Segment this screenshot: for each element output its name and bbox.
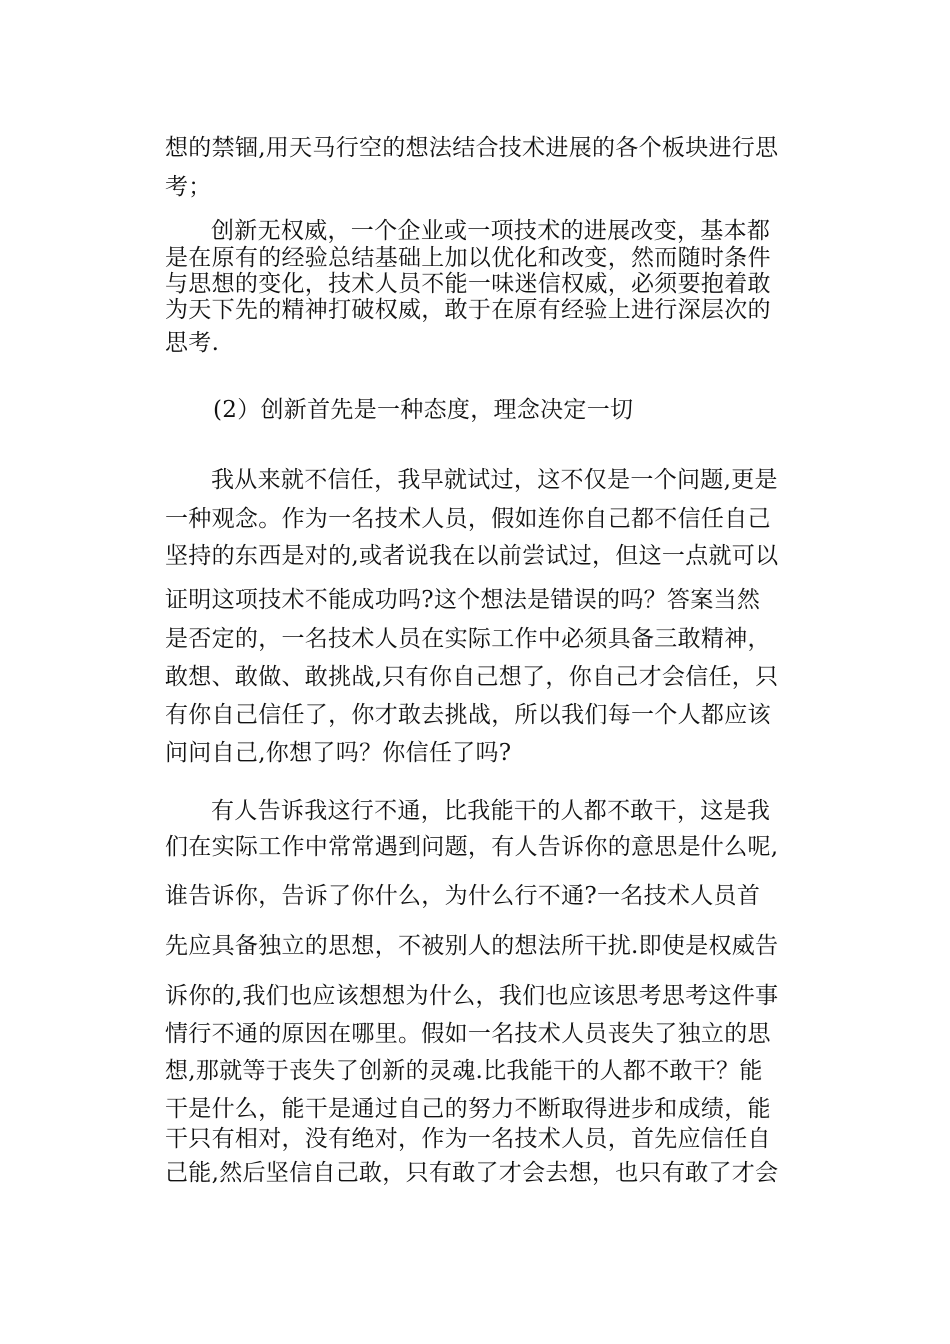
paragraph-first-line: 创新无权威，一个企业或一项技术的进展改变，基本都 [211,218,771,244]
text-line: 证明这项技术不能成功吗?这个想法是错误的吗？答案当然 [165,587,761,613]
text-line: 诉你的,我们也应该想想为什么，我们也应该思考思考这件事 [165,983,779,1009]
text-line: 是否定的，一名技术人员在实际工作中必须具备三敢精神， [165,626,771,652]
text-line: 考； [165,174,212,200]
text-line: 为天下先的精神打破权威，敢于在原有经验上进行深层次的 [165,297,771,323]
section-heading: (2）创新首先是一种态度，理念决定一切 [213,397,634,423]
text-line: 思考. [165,330,220,356]
text-line: 干只有相对，没有绝对，作为一名技术人员，首先应信任自 [165,1126,771,1152]
text-line: 干是什么，能干是通过自己的努力不断取得进步和成绩，能 [165,1096,771,1122]
text-line: 己能,然后坚信自己敢，只有敢了才会去想，也只有敢了才会 [165,1160,779,1186]
paragraph-first-line: 我从来就不信任，我早就试过，这不仅是一个问题,更是 [211,467,778,493]
text-line: 想的禁锢,用天马行空的想法结合技术进展的各个板块进行思 [165,135,779,161]
text-line: 情行不通的原因在哪里。假如一名技术人员丧失了独立的思 [165,1021,771,1047]
paragraph-first-line: 有人告诉我这行不通，比我能干的人都不敢干，这是我 [211,798,771,824]
text-line: 有你自己信任了，你才敢去挑战，所以我们每一个人都应该 [165,702,771,728]
text-line: 想,那就等于丧失了创新的灵魂.比我能干的人都不敢干？能 [165,1058,763,1084]
text-line: 问问自己,你想了吗？你信任了吗? [165,740,512,766]
text-line: 是在原有的经验总结基础上加以优化和改变，然而随时条件 [165,245,771,271]
text-line: 坚持的东西是对的,或者说我在以前尝试过，但这一点就可以 [165,543,779,569]
text-line: 先应具备独立的思想，不被别人的想法所干扰.即使是权威告 [165,933,779,959]
text-line: 谁告诉你，告诉了你什么，为什么行不通?一名技术人员首 [165,883,761,909]
text-line: 与思想的变化，技术人员不能一味迷信权威，必须要抱着敢 [165,271,771,297]
text-line: 一种观念。作为一名技术人员，假如连你自己都不信任自己 [165,506,771,532]
text-line: 们在实际工作中常常遇到问题，有人告诉你的意思是什么呢, [165,834,779,860]
text-line: 敢想、敢做、敢挑战,只有你自己想了，你自己才会信任，只 [165,664,779,690]
